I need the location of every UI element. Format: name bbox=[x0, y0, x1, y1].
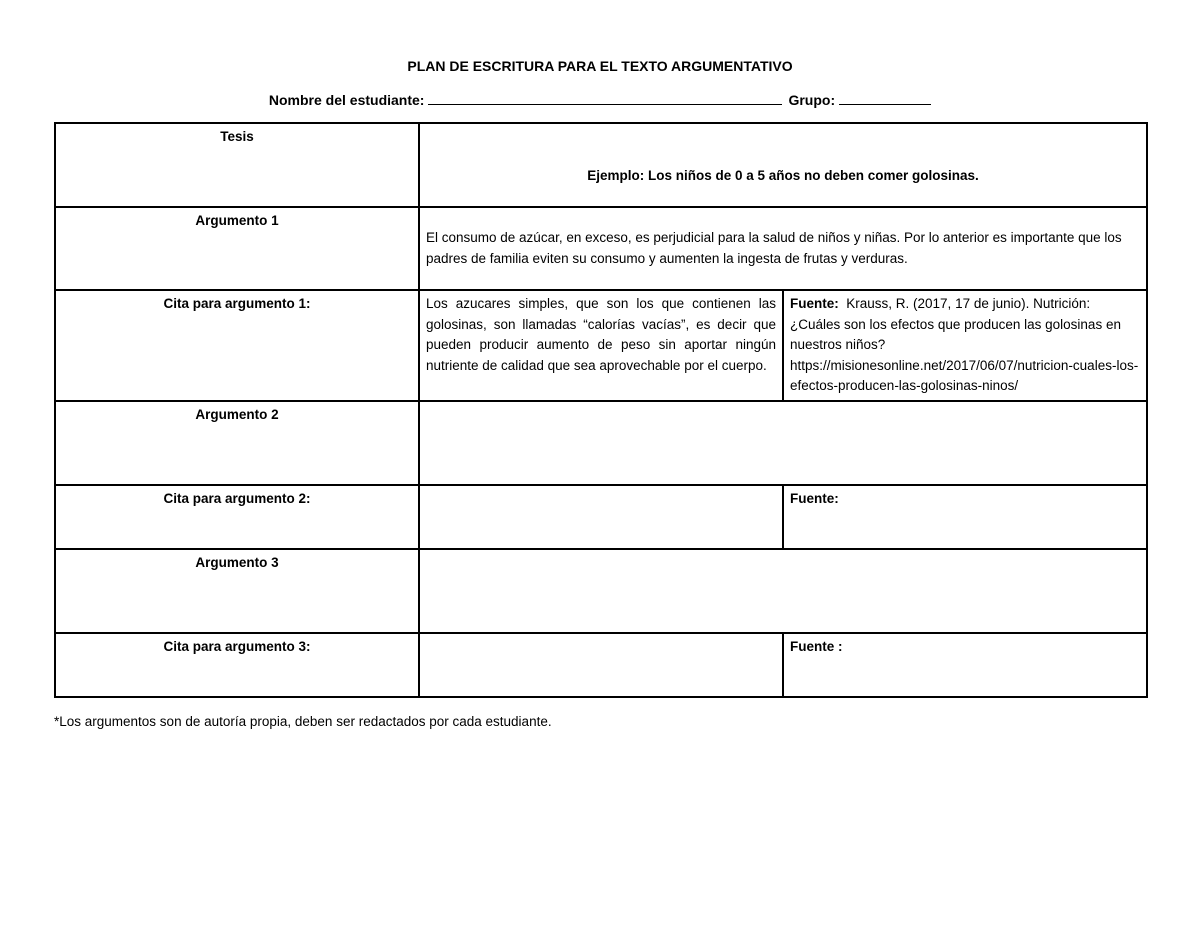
table-row-argumento-2 bbox=[55, 401, 1147, 485]
writing-plan-table bbox=[54, 122, 1148, 698]
cita-3-source-label: Fuente : bbox=[790, 638, 843, 654]
student-name-blank[interactable] bbox=[428, 91, 782, 105]
cita-1-source-text: Krauss, R. (2017, 17 de junio). Nutrición: ¿Cuáles son los efectos que producen las golosinas en nuestros niños? https://misionesonline.net/2017/06/07/nutricion-cuales-los-efectos-producen-las-golosinas-ninos/ bbox=[790, 296, 1139, 393]
cita-1-label: Cita para argumento 1: bbox=[55, 290, 419, 401]
group-label: Grupo: bbox=[788, 92, 836, 108]
argumento-3-label: Argumento 3 bbox=[55, 549, 419, 633]
table-row-cita-2 bbox=[55, 485, 1147, 549]
table-row-argumento-1 bbox=[55, 207, 1147, 290]
table-row-argumento-3 bbox=[55, 549, 1147, 633]
cita-1-source-cell[interactable] bbox=[783, 290, 1147, 401]
argumento-2-cell[interactable] bbox=[419, 401, 1147, 485]
cita-2-quote-cell[interactable] bbox=[419, 485, 783, 549]
tesis-label: Tesis bbox=[55, 123, 419, 207]
cita-2-label: Cita para argumento 2: bbox=[55, 485, 419, 549]
cita-3-label: Cita para argumento 3: bbox=[55, 633, 419, 697]
argumento-1-label: Argumento 1 bbox=[55, 207, 419, 290]
cita-3-source-cell[interactable] bbox=[783, 633, 1147, 697]
argumento-3-cell[interactable] bbox=[419, 549, 1147, 633]
group-blank[interactable] bbox=[839, 91, 931, 105]
page-title: PLAN DE ESCRITURA PARA EL TEXTO ARGUMENTATIVO bbox=[407, 58, 793, 74]
tesis-cell[interactable] bbox=[419, 123, 1147, 207]
argumento-1-text: El consumo de azúcar, en exceso, es perjudicial para la salud de niños y niñas. Por lo anterior es importante que los padres de familia eviten su consumo y aumenten la ingesta de frutas y verduras. bbox=[426, 230, 1122, 266]
cita-1-quote-cell[interactable] bbox=[419, 290, 783, 401]
cita-2-source-cell[interactable] bbox=[783, 485, 1147, 549]
cita-1-source-label: Fuente: bbox=[790, 296, 839, 311]
table-row-cita-1 bbox=[55, 290, 1147, 401]
argumento-1-cell[interactable] bbox=[419, 207, 1147, 290]
cita-1-quote: Los azucares simples, que son los que contienen las golosinas, son llamadas “calorías vacías”, es decir que pueden producir aumento de peso sin aportar ningún nutriente de calidad que sea aprovechable por el cuerpo. bbox=[426, 296, 776, 373]
tesis-example: Ejemplo: Los niños de 0 a 5 años no deben comer golosinas. bbox=[587, 168, 979, 183]
footnote: *Los argumentos son de autoría propia, deben ser redactados por cada estudiante. bbox=[54, 714, 552, 729]
table-row-tesis bbox=[55, 123, 1147, 207]
argumento-2-label: Argumento 2 bbox=[55, 401, 419, 485]
student-name-label: Nombre del estudiante: bbox=[268, 92, 425, 108]
table-row-cita-3 bbox=[55, 633, 1147, 697]
student-info-line bbox=[0, 91, 1200, 108]
cita-2-source-label: Fuente: bbox=[790, 490, 839, 506]
cita-3-quote-cell[interactable] bbox=[419, 633, 783, 697]
